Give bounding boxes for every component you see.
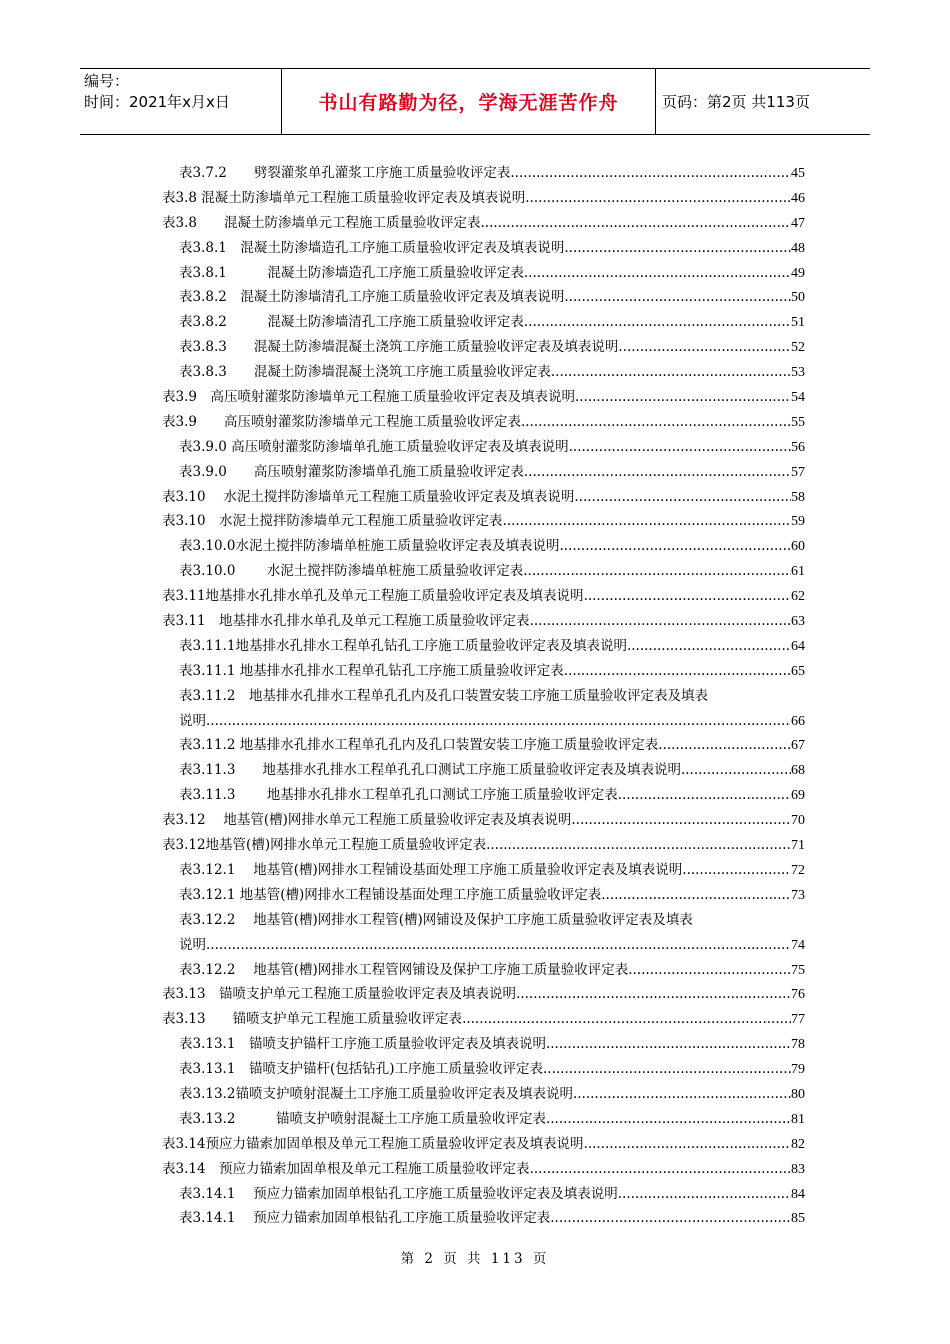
toc-entry[interactable] [162,684,805,709]
toc-entry[interactable] [162,783,805,808]
toc-leader-dots [571,808,791,833]
toc-entry-page: 73 [791,887,805,903]
toc-leader-dots [521,410,791,435]
toc-entry-page: 69 [791,788,805,804]
toc-leader-dots [627,634,791,659]
toc-entry[interactable] [162,1007,805,1032]
toc-entry-page: 62 [791,589,805,605]
toc-entry-page: 65 [791,663,805,679]
toc-entry[interactable] [162,161,805,186]
toc-leader-dots [564,659,791,684]
toc-entry[interactable] [162,460,805,485]
toc-entry-page: 67 [791,738,805,754]
toc-entry-title: 表3.14.1 预应力锚索加固单根钻孔工序施工质量验收评定表 [179,1210,551,1227]
toc-entry-title: 表3.13.1 锚喷支护锚杆(包括钻孔)工序施工质量验收评定表 [179,1061,543,1078]
toc-entry-title: 表3.11.1地基排水孔排水工程单孔钻孔工序施工质量验收评定表及填表说明 [179,637,627,654]
toc-entry-title: 表3.7.2 劈裂灌浆单孔灌浆工序施工质量验收评定表 [179,165,511,181]
toc-entry[interactable] [162,485,805,510]
toc-entry-title: 表3.9.0 高压喷射灌浆防渗墙单孔施工质量验收评定表 [179,463,524,480]
toc-entry-page: 66 [791,713,805,729]
toc-entry-page: 60 [791,539,805,555]
toc-entry-page: 75 [791,962,805,978]
toc-entry-title: 表3.8.3 混凝土防渗墙混凝土浇筑工序施工质量验收评定表及填表说明 [179,339,619,356]
toc-entry[interactable] [162,634,805,659]
toc-entry[interactable] [162,1032,805,1057]
toc-entry-title: 表3.11.3 地基排水孔排水工程单孔孔口测试工序施工质量验收评定表及填表说明 [179,762,681,779]
toc-entry[interactable] [162,435,805,460]
toc-entry[interactable] [162,808,805,833]
toc-entry-title: 表3.11.3 地基排水孔排水工程单孔孔口测试工序施工质量验收评定表 [179,787,618,804]
toc-entry-page: 77 [791,1012,805,1028]
toc-entry-page: 46 [791,190,805,206]
toc-entry-title: 表3.12.1 地基管(槽)网排水工程铺设基面处理工序施工质量验收评定表 [179,886,602,903]
toc-entry[interactable] [162,584,805,609]
toc-leader-dots [551,360,791,385]
toc-entry-page: 84 [791,1186,805,1202]
toc-entry-page: 79 [791,1062,805,1078]
toc-entry[interactable] [162,609,805,634]
toc-entry-page: 83 [791,1161,805,1177]
toc-leader-dots [523,559,791,584]
toc-entry-page: 59 [791,514,805,530]
toc-entry-title: 表3.9.0 高压喷射灌浆防渗墙单孔施工质量验收评定表及填表说明 [179,438,569,455]
toc-leader-dots [524,310,791,335]
toc-entry-title: 表3.13 锚喷支护单元工程施工质量验收评定表 [162,1011,463,1028]
toc-entry-page: 71 [791,838,805,854]
toc-entry-title: 表3.10 水泥土搅拌防渗墙单元工程施工质量验收评定表及填表说明 [162,488,575,505]
toc-entry-page: 64 [791,638,805,654]
toc-entry-title: 表3.10.0 水泥土搅拌防渗墙单桩施工质量验收评定表 [179,563,524,580]
toc-entry-title: 表3.8 混凝土防渗墙单元工程施工质量验收评定表及填表说明 [162,189,526,206]
toc-entry-page: 48 [791,240,805,256]
page-footer: 第 2 页 共 113 页 [400,1251,550,1267]
toc-entry-page: 57 [791,464,805,480]
toc-entry[interactable] [162,1132,805,1157]
toc-entry-page: 74 [791,937,805,953]
toc-leader-dots [618,783,791,808]
toc-leader-dots [601,883,791,908]
toc-entry-title: 表3.8.1 混凝土防渗墙造孔工序施工质量验收评定表及填表说明 [179,239,565,256]
toc-entry[interactable] [162,833,805,858]
header-page-info: 页码：第2页 共113页 [662,93,810,111]
toc-entry[interactable] [162,186,805,211]
toc-entry-page: 55 [791,414,805,430]
toc-leader-dots [524,460,791,485]
toc-leader-dots [584,1132,791,1157]
toc-entry-title: 表3.13.1 锚喷支护锚杆工序施工质量验收评定表及填表说明 [179,1036,546,1053]
toc-entry-title: 表3.14.1 预应力锚索加固单根钻孔工序施工质量验收评定表及填表说明 [179,1185,618,1202]
toc-entry-title: 表3.9 高压喷射灌浆防渗墙单元工程施工质量验收评定表及填表说明 [162,389,575,406]
toc-entry[interactable] [162,1057,805,1082]
toc-entry[interactable] [162,659,805,684]
toc-entry-title: 表3.9 高压喷射灌浆防渗墙单元工程施工质量验收评定表 [162,413,521,430]
toc-leader-dots [486,833,791,858]
toc-entry-page: 54 [791,390,805,406]
toc-leader-dots [530,1157,791,1182]
toc-entry-page: 47 [791,215,805,231]
toc-leader-dots [575,385,791,410]
toc-entry-title: 表3.11.2 地基排水孔排水工程单孔孔内及孔口装置安装工序施工质量验收评定表及填表 [179,687,708,704]
toc-entry-title: 表3.11.1 地基排水孔排水工程单孔钻孔工序施工质量验收评定表 [179,662,564,679]
toc-entry-title: 表3.13.2 锚喷支护喷射混凝土工序施工质量验收评定表 [179,1110,546,1127]
toc-leader-dots [618,335,791,360]
toc-leader-dots [503,509,791,534]
toc-entry[interactable] [162,360,805,385]
toc-entry-page: 56 [791,439,805,455]
header-motto: 书山有路勤为径，学海无涯苦作舟 [282,69,656,134]
toc-entry-page: 58 [791,489,805,505]
toc-leader-dots [681,758,791,783]
toc-entry-page: 49 [791,265,805,281]
toc-entry-title: 表3.8 混凝土防渗墙单元工程施工质量验收评定表 [162,214,481,231]
toc-entry-page: 72 [791,862,805,878]
toc-entry[interactable] [162,758,805,783]
toc-leader-dots [584,584,791,609]
toc-entry[interactable] [162,858,805,883]
toc-leader-dots [543,1057,791,1082]
toc-entry-page: 68 [791,763,805,779]
toc-entry-page: 80 [791,1086,805,1102]
toc-leader-dots [559,534,791,559]
toc-entry[interactable] [162,982,805,1007]
toc-entry[interactable] [162,958,805,983]
toc-entry-page: 76 [791,987,805,1003]
toc-leader-dots [550,1206,791,1231]
toc-entry-title: 表3.11地基排水孔排水单孔及单元工程施工质量验收评定表及填表说明 [162,588,584,605]
table-of-contents [162,161,805,1231]
toc-entry[interactable] [162,733,805,758]
toc-leader-dots [510,161,791,186]
toc-leader-dots [628,958,791,983]
toc-leader-dots [618,1182,791,1207]
toc-entry-title: 表3.13 锚喷支护单元工程施工质量验收评定表及填表说明 [162,986,517,1003]
toc-leader-dots [462,1007,791,1032]
toc-entry[interactable] [162,310,805,335]
toc-leader-dots [564,285,791,310]
toc-leader-dots [687,858,791,883]
toc-entry-title: 表3.12.1 地基管(槽)网排水工程铺设基面处理工序施工质量验收评定表及填表说明. [179,861,687,878]
toc-entry-title: 表3.12 地基管(槽)网排水单元工程施工质量验收评定表及填表说明 [162,812,572,829]
toc-entry[interactable] [162,709,805,734]
toc-entry-title: 表3.8.3 混凝土防渗墙混凝土浇筑工序施工质量验收评定表 [179,364,551,381]
toc-entry-title: 表3.8.2 混凝土防渗墙清孔工序施工质量验收评定表 [179,314,524,331]
toc-entry[interactable] [162,261,805,286]
toc-entry-page: 63 [791,614,805,630]
toc-entry-title: 表3.11.2 地基排水孔排水工程单孔孔内及孔口装置安装工序施工质量验收评定表 [179,737,659,754]
toc-entry[interactable] [162,1157,805,1182]
toc-entry-page: 52 [791,340,805,356]
toc-entry-title: 表3.11 地基排水孔排水单孔及单元工程施工质量验收评定表 [162,613,530,630]
toc-leader-dots [658,733,791,758]
toc-leader-dots [525,186,791,211]
toc-entry-page: 85 [791,1211,805,1227]
toc-entry-title: 说明 [179,936,206,953]
toc-entry[interactable] [162,410,805,435]
toc-entry-page: 51 [791,315,805,331]
code-label: 编号： [84,72,130,90]
toc-leader-dots [574,485,791,510]
toc-entry-page: 82 [791,1136,805,1152]
toc-leader-dots [573,1082,791,1107]
toc-entry-title: 表3.8.1 混凝土防渗墙造孔工序施工质量验收评定表 [179,264,524,281]
toc-entry-page: 61 [791,564,805,580]
header-meta [80,69,282,134]
toc-entry-title: 说明 [179,712,206,729]
toc-entry-title: 表3.10 水泥土搅拌防渗墙单元工程施工质量验收评定表 [162,513,503,530]
toc-entry-page: 50 [791,290,805,306]
toc-leader-dots [206,709,791,734]
toc-entry[interactable] [162,285,805,310]
toc-entry[interactable] [162,883,805,908]
toc-leader-dots [516,982,791,1007]
toc-leader-dots [206,933,791,958]
toc-entry[interactable] [162,534,805,559]
toc-entry-title: 表3.12地基管(槽)网排水单元工程施工质量验收评定表 [162,837,487,854]
toc-entry-title: 表3.14 预应力锚索加固单根及单元工程施工质量验收评定表 [162,1160,530,1177]
toc-entry[interactable] [162,559,805,584]
toc-entry[interactable] [162,908,805,933]
toc-entry-title: 表3.12.2 地基管(槽)网排水工程管(槽)网铺设及保护工序施工质量验收评定表及填表 [179,911,693,928]
toc-entry[interactable] [162,211,805,236]
toc-entry[interactable] [162,933,805,958]
time-label: 时间：2021年x月x日 [84,93,230,111]
toc-entry-page: 53 [791,365,805,381]
page-header [80,68,870,135]
toc-entry[interactable] [162,1206,805,1231]
toc-entry[interactable] [162,236,805,261]
toc-entry-page: 78 [791,1037,805,1053]
toc-leader-dots [546,1032,791,1057]
toc-entry[interactable] [162,385,805,410]
toc-entry-title: 表3.14预应力锚索加固单根及单元工程施工质量验收评定表及填表说明 [162,1135,584,1152]
toc-leader-dots [546,1107,791,1132]
toc-leader-dots [530,609,791,634]
toc-entry-title: 表3.13.2锚喷支护喷射混凝土工序施工质量验收评定表及填表说明 [179,1085,573,1102]
toc-entry-title: 表3.12.2 地基管(槽)网排水工程管网铺设及保护工序施工质量验收评定表 [179,961,629,978]
toc-entry[interactable] [162,1107,805,1132]
toc-entry[interactable] [162,509,805,534]
toc-leader-dots [524,261,791,286]
toc-entry[interactable] [162,1082,805,1107]
toc-leader-dots [569,435,791,460]
toc-entry-page: 81 [791,1111,805,1127]
toc-entry-title: 表3.8.2 混凝土防渗墙清孔工序施工质量验收评定表及填表说明 [179,289,565,306]
toc-entry[interactable] [162,335,805,360]
toc-entry-page: 70 [791,813,805,829]
toc-leader-dots [564,236,791,261]
toc-entry-title: 表3.10.0水泥土搅拌防渗墙单桩施工质量验收评定表及填表说明 [179,538,560,555]
toc-leader-dots [480,211,791,236]
toc-entry[interactable] [162,1182,805,1207]
toc-entry-page: 45 [791,166,805,181]
